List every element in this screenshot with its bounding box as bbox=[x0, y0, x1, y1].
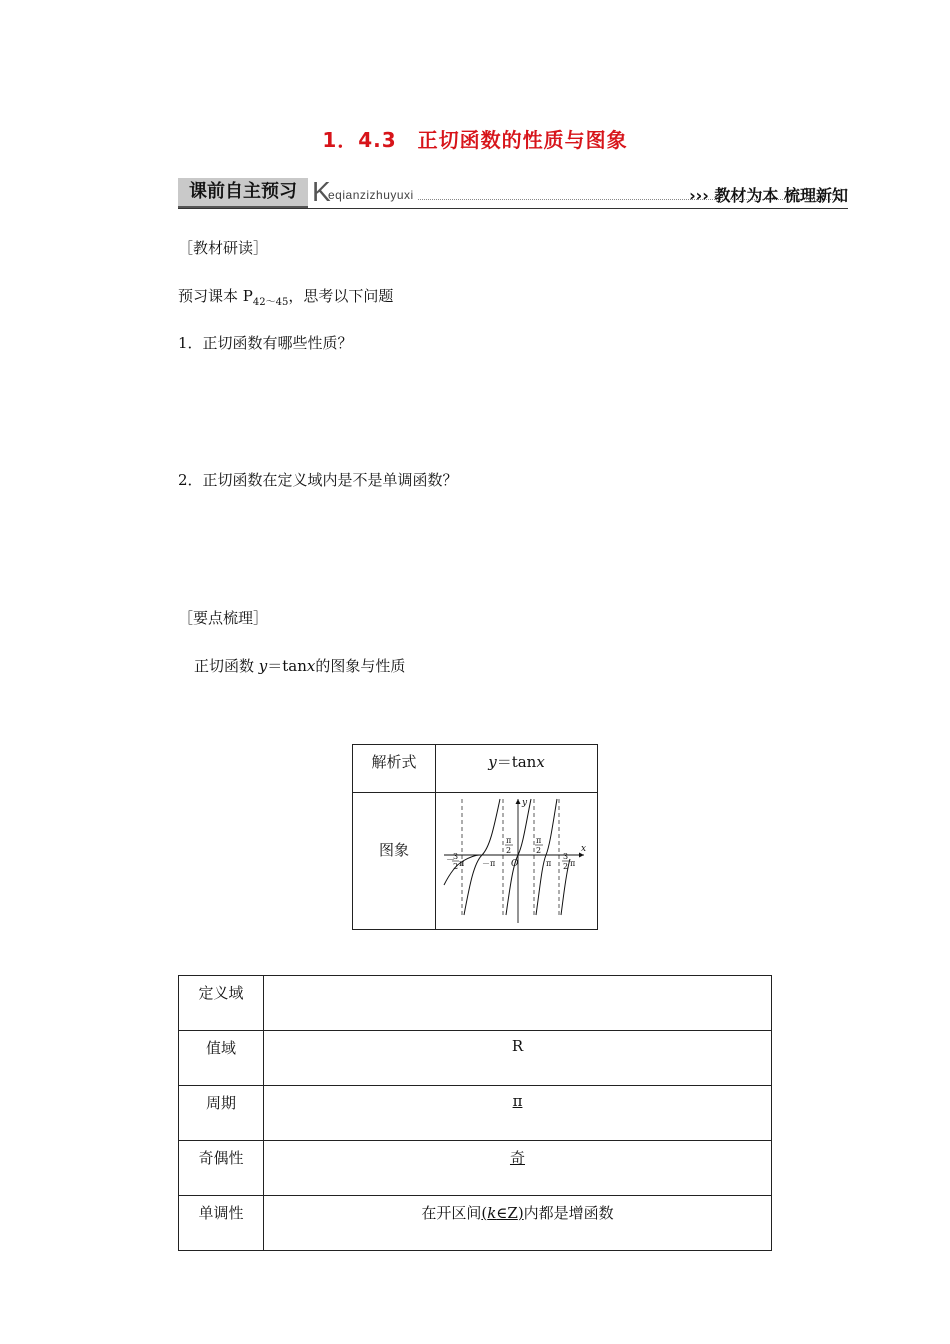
intro-prefix: 预习课本 P bbox=[178, 287, 253, 305]
tan-branch bbox=[506, 799, 531, 915]
asymptotes bbox=[462, 799, 559, 917]
summary-suffix: 的图象与性质 bbox=[315, 657, 406, 675]
parity-value: 奇 bbox=[509, 1149, 525, 1167]
formula-tan: ＝tan bbox=[496, 753, 537, 771]
row-value bbox=[264, 1196, 772, 1251]
summary-heading: ［要点梳理］ bbox=[178, 609, 269, 627]
summary-y: y bbox=[258, 657, 268, 675]
neg-half-den: 2 bbox=[506, 846, 512, 855]
reading-intro bbox=[178, 285, 393, 308]
summary-line bbox=[194, 655, 405, 676]
half-den: 2 bbox=[536, 846, 542, 855]
banner-pinyin: eqianzizhuyuxi bbox=[328, 188, 414, 202]
x-axis-label: x bbox=[581, 844, 587, 854]
neg-three-half-den: 2 bbox=[453, 862, 459, 871]
tan-curves bbox=[444, 799, 570, 915]
reading-heading: ［教材研读］ bbox=[178, 239, 269, 257]
tan-branch bbox=[464, 799, 500, 915]
intro-suffix: ，思考以下问题 bbox=[288, 287, 394, 305]
mono-prefix: 在开区间 bbox=[421, 1204, 482, 1222]
pi-label: π bbox=[546, 859, 552, 868]
table-row bbox=[353, 793, 598, 930]
y-axis-arrow bbox=[516, 799, 521, 804]
origin-label: O bbox=[511, 859, 519, 869]
row-value: R bbox=[264, 1031, 772, 1086]
row-value bbox=[264, 1086, 772, 1141]
row-label: 图象 bbox=[353, 793, 436, 930]
pi-label: π bbox=[570, 859, 576, 868]
neg-half-num: π bbox=[506, 836, 512, 845]
question-2: 2．正切函数在定义域内是不是单调函数？ bbox=[178, 471, 458, 489]
tan-branch bbox=[536, 799, 557, 915]
three-half-den: 2 bbox=[563, 862, 569, 871]
table-row bbox=[179, 1031, 772, 1086]
table-row bbox=[353, 745, 598, 793]
row-label: 解析式 bbox=[353, 745, 436, 793]
mono-interval: (k∈Z) bbox=[481, 1204, 524, 1222]
row-label: 奇偶性 bbox=[179, 1141, 264, 1196]
table-row bbox=[179, 1196, 772, 1251]
row-value bbox=[264, 976, 772, 1031]
period-value: π bbox=[512, 1092, 523, 1110]
table-row bbox=[179, 1141, 772, 1196]
banner-k-letter: K bbox=[312, 176, 331, 207]
banner-label: 课前自主预习 bbox=[178, 178, 308, 208]
mono-k: k bbox=[487, 1204, 497, 1222]
row-label: 周期 bbox=[179, 1086, 264, 1141]
half-num: π bbox=[536, 836, 542, 845]
row-value bbox=[264, 1141, 772, 1196]
neg-three-half-num: 3 bbox=[453, 852, 459, 861]
question-1: 1．正切函数有哪些性质？ bbox=[178, 334, 353, 352]
summary-prefix: 正切函数 bbox=[194, 657, 259, 675]
pi-label: π bbox=[459, 859, 465, 868]
row-label: 值域 bbox=[179, 1031, 264, 1086]
function-table bbox=[352, 744, 598, 930]
page-title: 1．4.3 正切函数的性质与图象 bbox=[322, 128, 628, 152]
summary-x: x bbox=[306, 657, 316, 675]
banner-slogan: ››› 教材为本 梳理新知 bbox=[689, 186, 848, 205]
row-label: 定义域 bbox=[179, 976, 264, 1031]
properties-table bbox=[178, 975, 772, 1251]
y-axis-label: y bbox=[522, 798, 528, 808]
table-row bbox=[179, 976, 772, 1031]
graph-cell bbox=[436, 793, 598, 930]
mono-in-z: ∈Z bbox=[496, 1204, 518, 1222]
intro-pages: 42～45 bbox=[252, 297, 289, 308]
section-banner bbox=[178, 178, 848, 210]
formula-cell bbox=[436, 745, 598, 793]
formula-y: y bbox=[488, 753, 497, 771]
formula-x: x bbox=[536, 753, 545, 771]
summary-mid: ＝tan bbox=[267, 657, 307, 675]
tan-graph bbox=[436, 793, 596, 929]
mono-suffix: 内都是增函数 bbox=[523, 1204, 614, 1222]
banner-underline bbox=[178, 208, 848, 209]
row-label: 单调性 bbox=[179, 1196, 264, 1251]
table-row bbox=[179, 1086, 772, 1141]
three-half-num: 3 bbox=[563, 852, 569, 861]
neg-sign: － bbox=[446, 856, 456, 866]
neg-pi-label: －π bbox=[482, 859, 496, 868]
